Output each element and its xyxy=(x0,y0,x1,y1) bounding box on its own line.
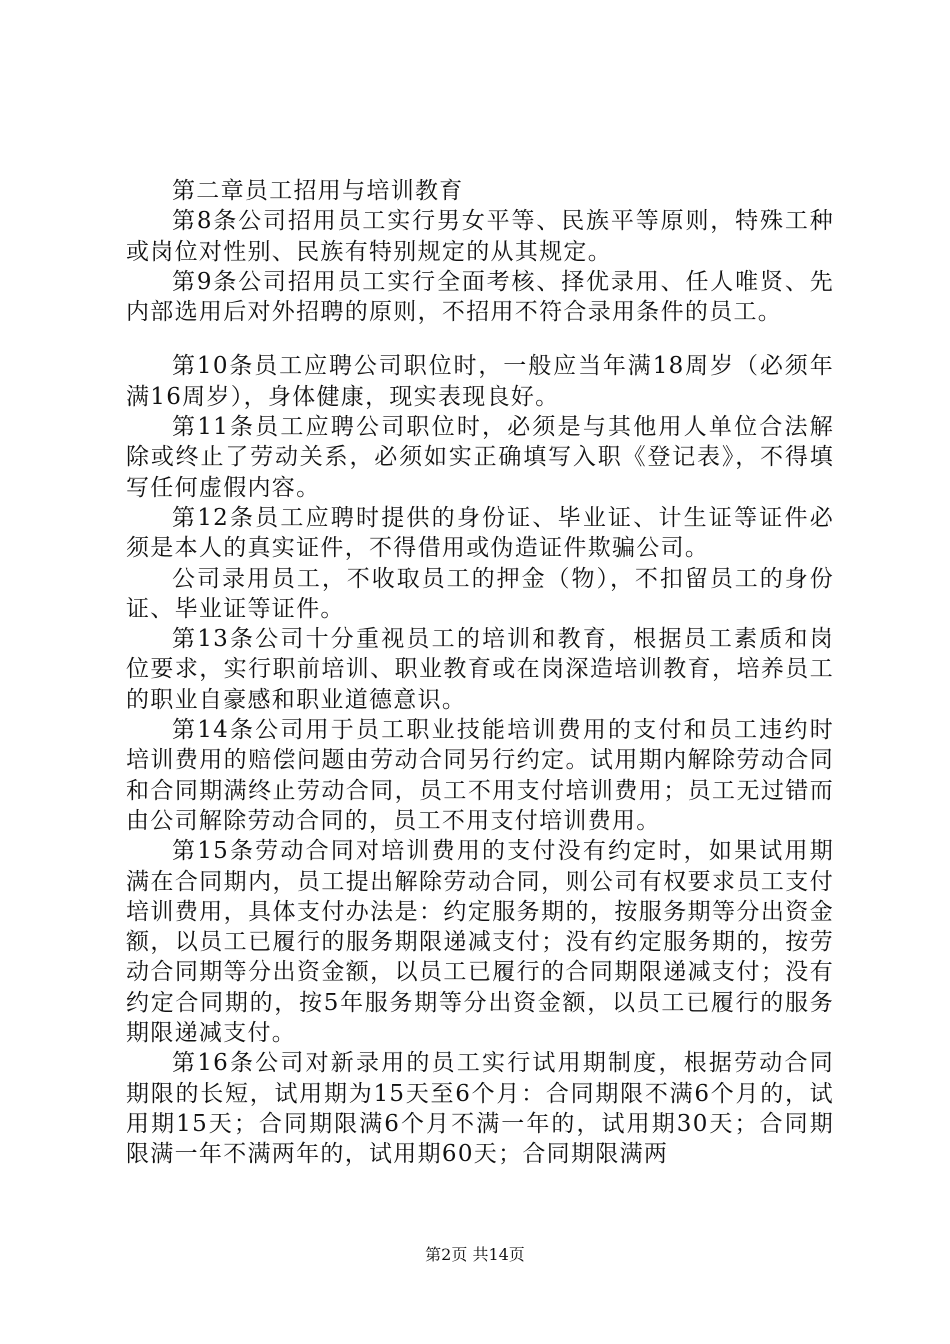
document-body xyxy=(126,176,834,1170)
article-10: 第10条员工应聘公司职位时，一般应当年满18周岁（必须年满16周岁），身体健康，现实表现良好。 xyxy=(126,353,834,410)
article-13: 第13条公司十分重视员工的培训和教育，根据员工素质和岗位要求，实行职前培训、职业教育或在岗深造培训教育，培养员工的职业自豪感和职业道德意识。 xyxy=(126,626,834,713)
article-8: 第8条公司招用员工实行男女平等、民族平等原则，特殊工种或岗位对性别、民族有特别规定的从其规定。 xyxy=(126,208,834,265)
paragraph-gap xyxy=(126,327,834,351)
article-12: 第12条员工应聘时提供的身份证、毕业证、计生证等证件必须是本人的真实证件，不得借用或伪造证件欺骗公司。 xyxy=(126,504,834,562)
page-footer: 第2页 共14页 xyxy=(425,1245,525,1264)
chapter-heading: 第二章员工招用与培训教育 xyxy=(172,178,464,204)
article-15: 第15条劳动合同对培训费用的支付没有约定时，如果试用期满在合同期内，员工提出解除劳动合同，则公司有权要求员工支付培训费用，具体支付办法是：约定服务期的，按服务期等分出资金额，以员工已履行的服务期限递减支付；没有约定服务期的，按劳动合同期等分出资金额，以员工已履行的合同期限递减支付；没有约定合同期的，按5年服务期等分出资金额，以员工已履行的服务期限递减支付。 xyxy=(126,838,834,1047)
article-11: 第11条员工应聘公司职位时，必须是与其他用人单位合法解除或终止了劳动关系，必须如实正确填写入职《登记表》，不得填写任何虚假内容。 xyxy=(126,414,834,501)
article-14: 第14条公司用于员工职业技能培训费用的支付和员工违约时培训费用的赔偿问题由劳动合同另行约定。试用期内解除劳动合同和合同期满终止劳动合同，员工不用支付培训费用；员工无过错而由公司解除劳动合同的，员工不用支付培训费用。 xyxy=(126,717,834,834)
article-16: 第16条公司对新录用的员工实行试用期制度，根据劳动合同期限的长短，试用期为15天至6个月：合同期限不满6个月的，试用期15天；合同期限满6个月不满一年的，试用期30天；合同期限满一年不满两年的，试用期60天；合同期限满两 xyxy=(126,1050,834,1168)
deposit-clause: 公司录用员工，不收取员工的押金（物），不扣留员工的身份证、毕业证等证件。 xyxy=(126,565,834,622)
article-9: 第9条公司招用员工实行全面考核、择优录用、任人唯贤、先内部选用后对外招聘的原则，不招用不符合录用条件的员工。 xyxy=(126,268,834,326)
